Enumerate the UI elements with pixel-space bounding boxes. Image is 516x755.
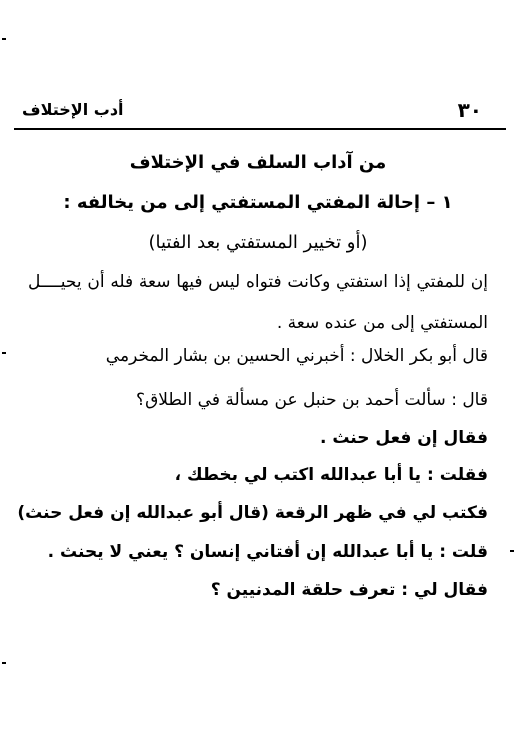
running-title: أدب الإختلاف [22, 100, 124, 119]
body-line: قال : سألت أحمد بن حنبل عن مسألة في الطلاق؟ [136, 390, 488, 410]
body-line: قلت : يا أبا عبدالله إن أفتاني إنسان ؟ يعني لا يحنث . [47, 542, 488, 562]
section-title: من آداب السلف في الإختلاف [129, 152, 387, 173]
page-number: ٣٠ [457, 98, 482, 122]
subsection-title: ١ – إحالة المفتي المستفتي إلى من يخالفه : [63, 192, 453, 213]
scan-mark [2, 352, 6, 354]
body-line: فقلت : يا أبا عبدالله اكتب لي بخطك ، [174, 465, 488, 485]
body-line: قال أبو بكر الخلال : أخبرني الحسين بن بشار المخرمي [105, 346, 488, 366]
body-line: فقال إن فعل حنث . [319, 428, 488, 448]
scan-mark [510, 550, 514, 552]
page-header [14, 98, 502, 128]
subsection-subtitle: (أو تخيير المستفتي بعد الفتيا) [148, 232, 368, 253]
body-line: فقال لي : تعرف حلقة المدنيين ؟ [210, 580, 488, 600]
body-line: فكتب لي في ظهر الرقعة (قال أبو عبدالله إن فعل حنث) [17, 503, 488, 523]
scan-mark [2, 662, 6, 664]
header-rule [14, 128, 506, 130]
body-line: إن للمفتي إذا استفتي وكانت فتواه ليس فيها سعة فله أن يحيــــل [28, 272, 488, 292]
scan-mark [2, 38, 6, 40]
body-line: المستفتي إلى من عنده سعة . [276, 313, 488, 333]
